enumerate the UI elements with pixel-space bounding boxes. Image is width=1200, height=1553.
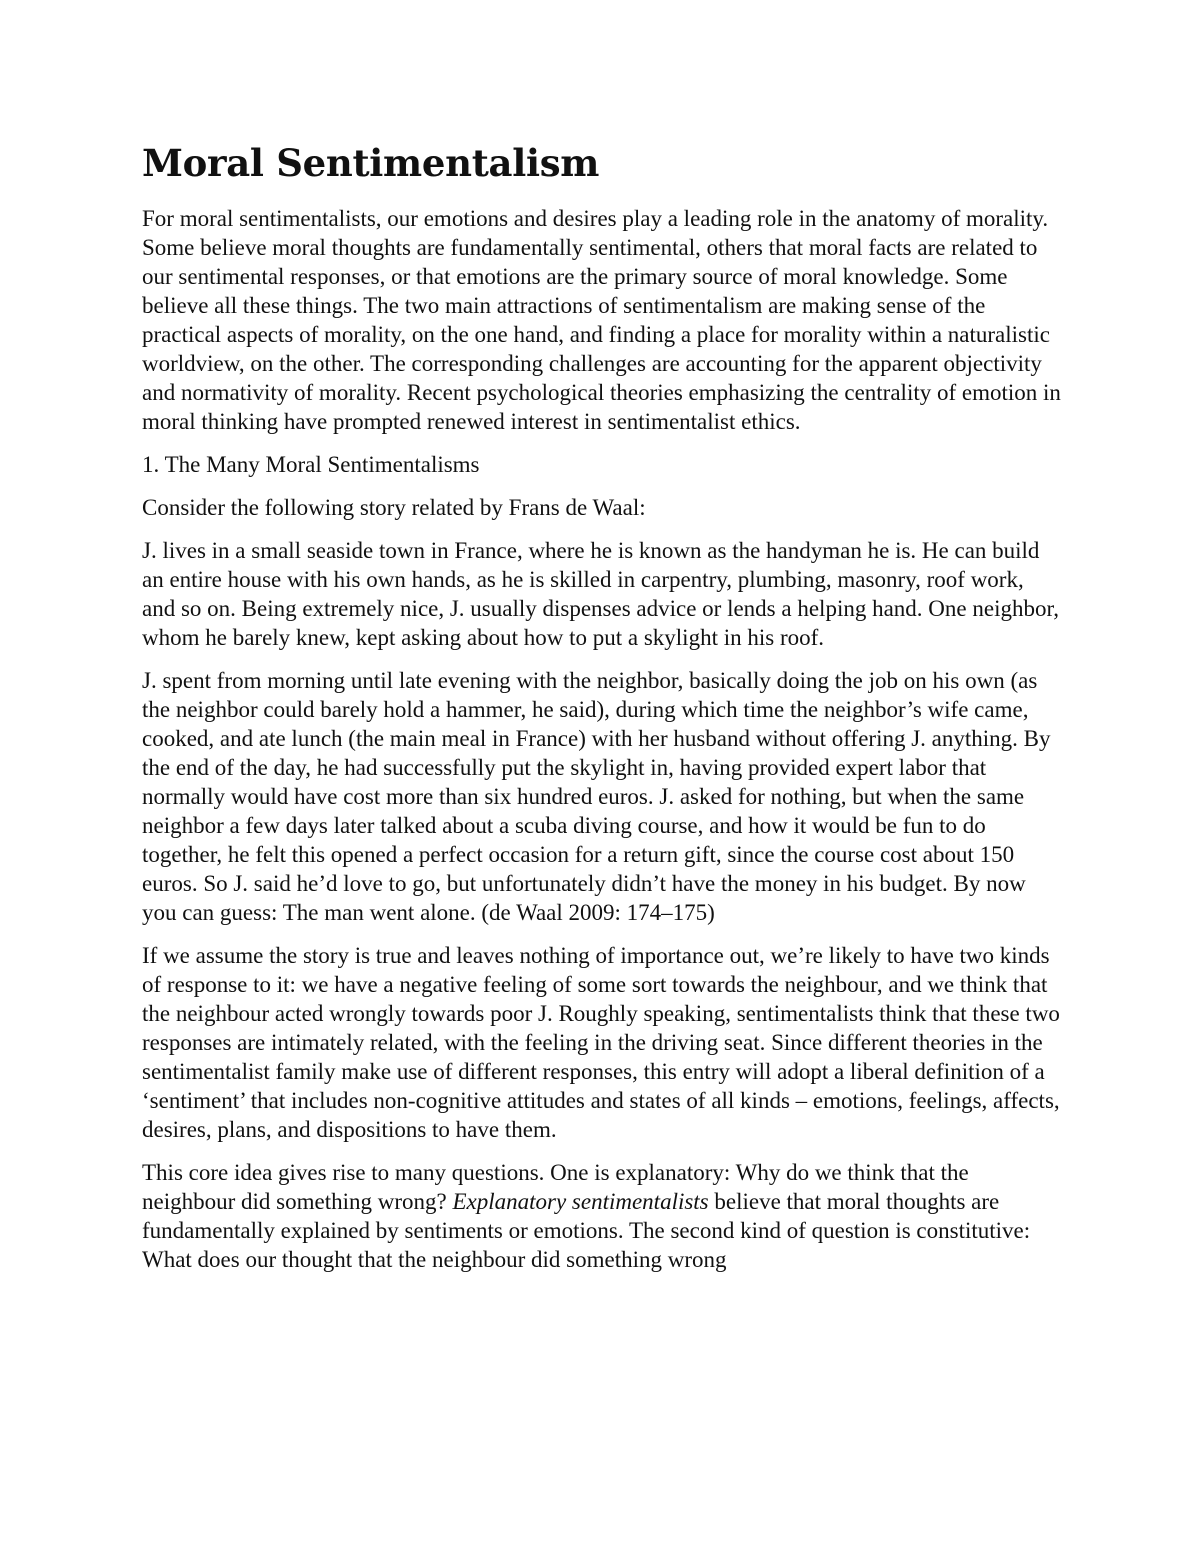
story-lead-paragraph: Consider the following story related by Frans de Waal: (142, 495, 646, 520)
intro-paragraph: For moral sentimentalists, our emotions and desires play a leading role in the anatomy of morality. Some believe moral thoughts are fundamentally sentimental, others that moral facts are related to our sentimental responses, or that emotions are the primary source of moral knowledge. Some believe all these things. The two main attractions of sentimentalism are making sense of the practical aspects of morality, on the one hand, and finding a place for morality within a naturalistic worldview, on the other. The corresponding challenges are accounting for the apparent objectivity and normativity of morality. Recent psychological theories emphasizing the centrality of emotion in moral thinking have prompted renewed interest in sentimentalist ethics. (142, 206, 1061, 434)
core-idea-text-end: believe that moral thoughts are fundamentally explained by sentiments or emotions. The second kind of question is constitutive: What does our thought that the neighbour did something wrong (142, 1189, 1031, 1272)
document-title: Moral Sentimentalism (142, 141, 600, 185)
section-heading: 1. The Many Moral Sentimentalisms (142, 452, 480, 477)
story-quote-paragraph-1: J. lives in a small seaside town in France, where he is known as the handyman he is. He can build an entire house with his own hands, as he is skilled in carpentry, plumbing, masonry, roof work, and so on. Being extremely nice, J. usually dispenses advice or lends a helping hand. One neighbor, whom he barely knew, kept asking about how to put a skylight in his roof. (142, 538, 1059, 650)
document-page (142, 138, 1062, 1288)
response-paragraph: If we assume the story is true and leaves nothing of importance out, we’re likely to have two kinds of response to it: we have a negative feeling of some sort towards the neighbour, and we think that the neighbour acted wrongly towards poor J. Roughly speaking, sentimentalists think that these two responses are intimately related, with the feeling in the driving seat. Since different theories in the sentimentalist family make use of different responses, this entry will adopt a liberal definition of a ‘sentiment’ that includes non-cognitive attitudes and states of all kinds – emotions, feelings, affects, desires, plans, and dispositions to have them. (142, 943, 1060, 1142)
emphasized-term: Explanatory sentimentalists (452, 1189, 709, 1214)
core-idea-text-start: This core idea gives rise to many questions. One is explanatory: Why do we think that the neighbour did something wrong? (142, 1160, 969, 1214)
core-idea-paragraph (142, 1158, 1062, 1274)
story-quote-paragraph-2: J. spent from morning until late evening with the neighbor, basically doing the job on his own (as the neighbor could barely hold a hammer, he said), during which time the neighbor’s wife came, cooked, and ate lunch (the main meal in France) with her husband without offering J. anything. By the end of the day, he had successfully put the skylight in, having provided expert labor that normally would have cost more than six hundred euros. J. asked for nothing, but when the same neighbor a few days later talked about a scuba diving course, and how it would be fun to do together, he felt this opened a perfect occasion for a return gift, since the course cost about 150 euros. So J. said he’d love to go, but unfortunately didn’t have the money in his budget. By now you can guess: The man went alone. (de Waal 2009: 174–175) (142, 668, 1051, 925)
